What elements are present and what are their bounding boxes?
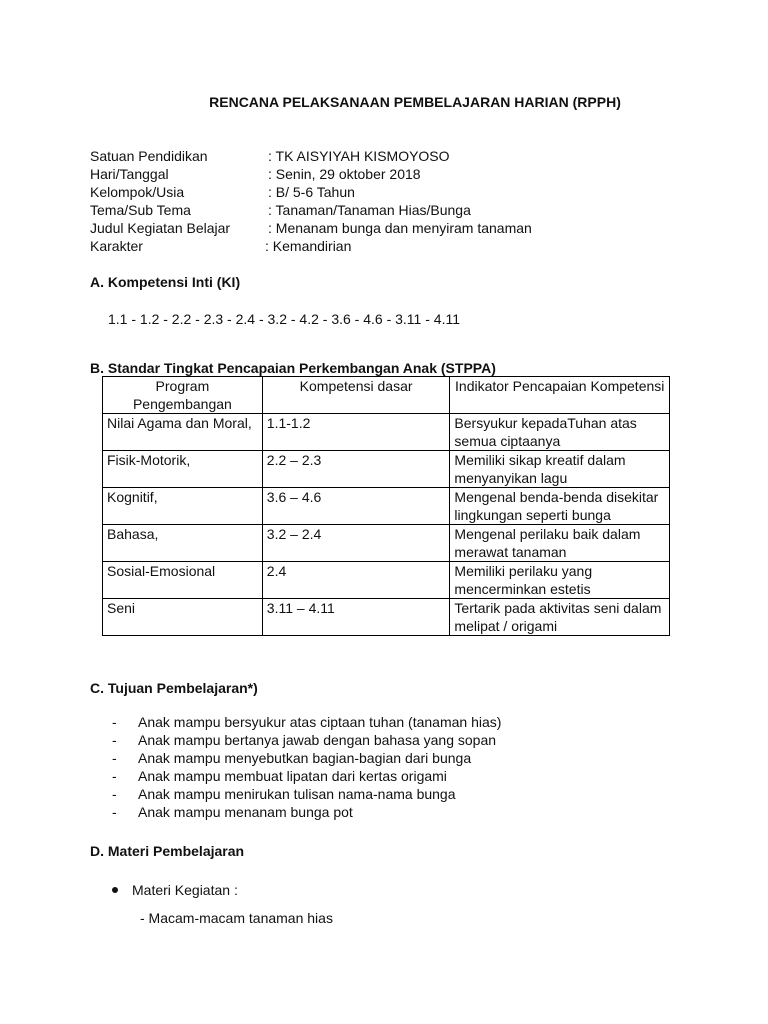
table-row (103, 451, 670, 488)
info-value-judul: : Menanam bunga dan menyiram tanaman (268, 220, 532, 236)
list-item: - Anak mampu membuat lipatan dari kertas origami (112, 768, 447, 784)
materi-label: Materi Kegiatan : (132, 882, 238, 898)
table-row (103, 525, 670, 562)
table-row (103, 599, 670, 636)
stppa-table (102, 376, 670, 636)
table-cell: Seni (103, 599, 263, 636)
goals-list (112, 713, 501, 821)
info-label-karakter: Karakter (90, 238, 143, 254)
list-item: - Anak mampu menirukan tulisan nama-nama bunga (112, 786, 456, 802)
table-cell: Nilai Agama dan Moral, (103, 414, 263, 451)
header-indikator: Indikator Pencapaian Kompetensi (450, 377, 670, 414)
table-cell: Sosial-Emosional (103, 562, 263, 599)
list-item: - Anak mampu bersyukur atas ciptaan tuhan (tanaman hias) (112, 714, 502, 730)
goal-text: Anak mampu bertanya jawab dengan bahasa yang sopan (138, 732, 497, 748)
materi-sub-item: - Macam-macam tanaman hias (140, 910, 333, 926)
info-value-tema: : Tanaman/Tanaman Hias/Bunga (268, 202, 471, 218)
table-cell: 2.4 (262, 562, 450, 599)
list-item: - Anak mampu menanam bunga pot (112, 804, 353, 820)
section-d-heading: D. Materi Pembelajaran (90, 843, 245, 859)
table-cell: Mengenal benda-benda disekitar lingkungan seperti bunga (450, 488, 670, 525)
table-cell: Fisik-Motorik, (103, 451, 263, 488)
ki-codes: 1.1 - 1.2 - 2.2 - 2.3 - 2.4 - 3.2 - 4.2 - 3.6 - 4.6 - 3.11 - 4.11 (108, 311, 460, 327)
table-cell: Bahasa, (103, 525, 263, 562)
section-c-heading: C. Tujuan Pembelajaran*) (90, 680, 258, 696)
table-cell: Kognitif, (103, 488, 263, 525)
page-title: RENCANA PELAKSANAAN PEMBELAJARAN HARIAN (RPPH) (209, 94, 621, 110)
table-cell: Bersyukur kepadaTuhan atas semua ciptaanya (450, 414, 670, 451)
info-value-satuan: : TK AISYIYAH KISMOYOSO (268, 148, 450, 164)
table-cell: 3.11 – 4.11 (262, 599, 450, 636)
info-label-satuan: Satuan Pendidikan (90, 148, 208, 164)
table-row (103, 488, 670, 525)
section-a-heading: A. Kompetensi Inti (KI) (90, 274, 241, 290)
table-cell: Tertarik pada aktivitas seni dalam melipat / origami (450, 599, 670, 636)
table-header-row (103, 377, 670, 414)
table-row (103, 562, 670, 599)
info-value-karakter: : Kemandirian (265, 238, 352, 254)
header-kompetensi: Kompetensi dasar (262, 377, 450, 414)
list-item: - Anak mampu bertanya jawab dengan bahasa yang sopan (112, 732, 497, 748)
header-program: Program Pengembangan (103, 377, 263, 414)
bullet-dot-icon (112, 887, 118, 893)
section-b-heading: B. Standar Tingkat Pencapaian Perkembangan Anak (STPPA) (90, 360, 496, 376)
info-label-kelompok: Kelompok/Usia (90, 184, 185, 200)
info-value-kelompok: : B/ 5-6 Tahun (268, 184, 355, 200)
table-cell: Memiliki sikap kreatif dalam menyanyikan lagu (450, 451, 670, 488)
table-cell: Memiliki perilaku yang mencerminkan estetis (450, 562, 670, 599)
table-row (103, 414, 670, 451)
materi-bullet (112, 881, 238, 899)
info-label-tema: Tema/Sub Tema (90, 202, 191, 218)
table-cell: 1.1-1.2 (262, 414, 450, 451)
goal-text: Anak mampu menirukan tulisan nama-nama bunga (138, 786, 456, 802)
goal-text: Anak mampu bersyukur atas ciptaan tuhan (tanaman hias) (138, 714, 502, 730)
info-label-hari: Hari/Tanggal (90, 166, 169, 182)
table-cell: 3.2 – 2.4 (262, 525, 450, 562)
goal-text: Anak mampu membuat lipatan dari kertas origami (138, 768, 447, 784)
info-label-judul: Judul Kegiatan Belajar (90, 220, 231, 236)
goal-text: Anak mampu menyebutkan bagian-bagian dari bunga (138, 750, 472, 766)
table-cell: 2.2 – 2.3 (262, 451, 450, 488)
table-cell: 3.6 – 4.6 (262, 488, 450, 525)
list-item: - Anak mampu menyebutkan bagian-bagian dari bunga (112, 750, 472, 766)
goal-text: Anak mampu menanam bunga pot (138, 804, 353, 820)
info-value-hari: : Senin, 29 oktober 2018 (268, 166, 421, 182)
table-cell: Mengenal perilaku baik dalam merawat tanaman (450, 525, 670, 562)
